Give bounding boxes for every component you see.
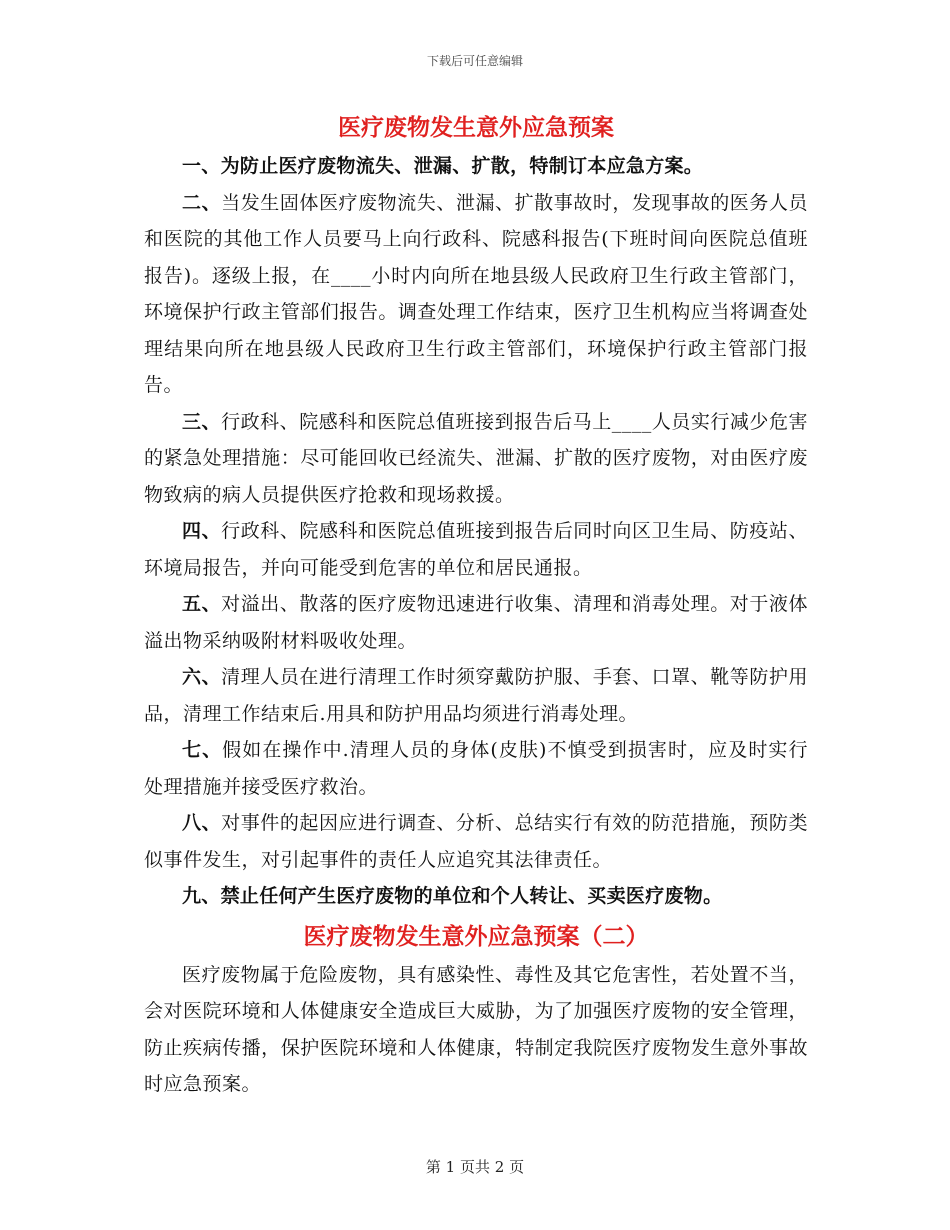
clause-2-lead: 二、 <box>182 191 222 214</box>
intro-paragraph: 医疗废物属于危险废物，具有感染性、毒性及其它危害性，若处置不当，会对医院环境和人体健康安全造成巨大威胁，为了加强医疗废物的安全管理，防止疾病传播，保护医院环境和人体健康，特制定我院医疗废物发生意外事故时应急预案。 <box>144 963 808 1095</box>
clause-6-lead: 六、 <box>182 666 222 688</box>
clause-3 <box>144 404 808 514</box>
clause-3-lead: 三、 <box>182 410 222 433</box>
clause-4 <box>144 513 808 586</box>
clause-4-lead: 四、 <box>182 520 222 542</box>
clause-8-lead: 八、 <box>182 812 222 834</box>
clause-9 <box>144 878 808 915</box>
clause-4-text: 行政科、院感科和医院总值班接到报告后同时向区卫生局、防疫站、环境局报告，并向可能受到危害的单位和居民通报。 <box>144 520 808 579</box>
clause-5-text: 对溢出、散落的医疗废物迅速进行收集、清理和消毒处理。对于液体溢出物采纳吸附材料吸收处理。 <box>144 593 808 652</box>
clause-9-text: 禁止任何产生医疗废物的单位和个人转让、买卖医疗废物。 <box>220 885 723 907</box>
clause-1-text: 为防止医疗废物流失、泄漏、扩散，特制订本应急方案。 <box>220 155 704 177</box>
clause-9-lead: 九、 <box>182 885 221 907</box>
document-body <box>144 108 808 1103</box>
clause-1-lead: 一、 <box>182 155 221 177</box>
page-header-note: 下载后可任意编辑 <box>426 54 523 68</box>
page-number: 第 1 页共 2 页 <box>425 1158 525 1176</box>
clause-1 <box>144 148 808 185</box>
clause-7 <box>144 732 808 805</box>
clause-2 <box>144 185 808 404</box>
clause-7-lead: 七、 <box>182 739 223 761</box>
clause-6-text: 清理人员在进行清理工作时须穿戴防护服、手套、口罩、靴等防护用品，清理工作结束后.用具和防护用品均须进行消毒处理。 <box>144 666 808 725</box>
document-title: 医疗废物发生意外应急预案 <box>338 115 614 141</box>
clause-6 <box>144 659 808 732</box>
clause-2-text: 当发生固体医疗废物流失、泄漏、扩散事故时，发现事故的医务人员和医院的其他工作人员要马上向行政科、院感科报告(下班时间向医院总值班报告)。逐级上报，在____小时内向所在地县级人民政府卫生行政主管部门，环境保护行政主管部们报告。调查处理工作结束，医疗卫生机构应当将调查处理结果向所在地县级人民政府卫生行政主管部们，环境保护行政主管部门报告。 <box>144 191 808 396</box>
clause-5-lead: 五、 <box>182 593 222 615</box>
clause-7-text: 假如在操作中.清理人员的身体(皮肤)不慎受到损害时，应及时实行处理措施并接受医疗救治。 <box>144 739 808 798</box>
clause-5 <box>144 586 808 659</box>
document-title-2: 医疗废物发生意外应急预案（二） <box>303 923 649 950</box>
clause-8-text: 对事件的起因应进行调查、分析、总结实行有效的防范措施，预防类似事件发生，对引起事件的责任人应追究其法律责任。 <box>144 812 808 871</box>
clause-8 <box>144 805 808 878</box>
clause-3-text: 行政科、院感科和医院总值班接到报告后马上____人员实行减少危害的紧急处理措施：尽可能回收已经流失、泄漏、扩散的医疗废物，对由医疗废物致病的病人员提供医疗抢救和现场救援。 <box>144 410 808 506</box>
